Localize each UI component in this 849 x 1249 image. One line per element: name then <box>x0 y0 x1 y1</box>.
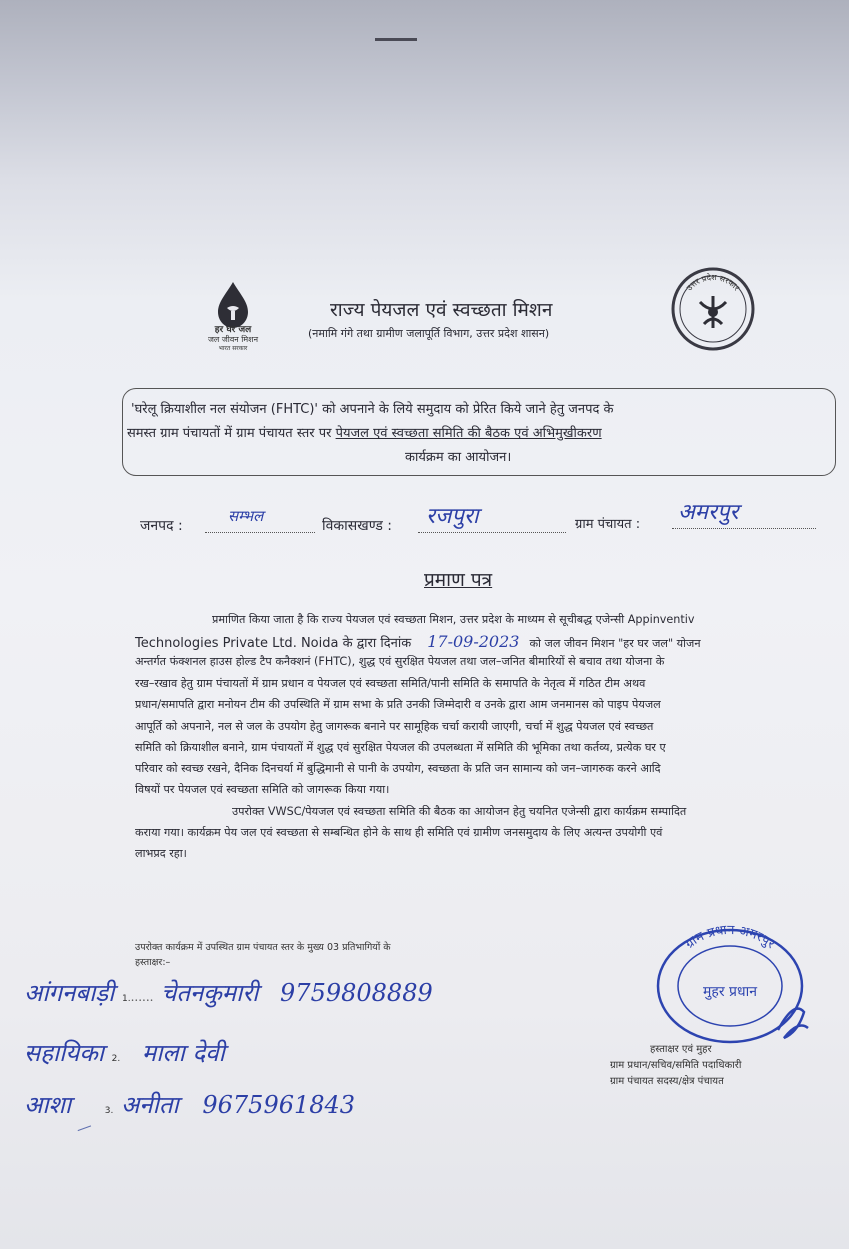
banner-line-1: 'घरेलू क्रियाशील नल संयोजन (FHTC)' को अपनाने के लिये समुदाय को प्रेरित किये जाने हेतु जनपद के <box>131 402 614 417</box>
para-line: परिवार को स्वच्छ रखने, दैनिक दिनचर्या में बुद्धिमानी से पानी के उपयोग, स्वच्छता के प्रति जन सामान्य को जन–जागरुक करने आदि <box>135 762 661 775</box>
signatories-intro-line: हस्ताक्षर:– <box>135 957 171 968</box>
stamp-designation-line: ग्राम प्रधान/सचिव/समिति पदाधिकारी <box>610 1060 742 1071</box>
para-line: विषयों पर पेयजल एवं स्वच्छता समिति को जागरूक किया गया। <box>135 783 390 796</box>
mission-subtitle: (नमामि गंगे तथा ग्रामीण जलापूर्ति विभाग, उत्तर प्रदेश शासन) <box>308 327 550 340</box>
signatories-intro <box>135 940 391 970</box>
district-value: सम्भल <box>228 507 264 525</box>
mission-title: राज्य पेयजल एवं स्वच्छता मिशन <box>330 299 553 321</box>
district-label: जनपद : <box>140 518 183 534</box>
svg-text:ग्राम प्रधान अमरपुर <box>683 923 778 953</box>
logo-caption: हर घर जल जल जीवन मिशन भारत सरकार <box>207 325 259 352</box>
block-dots <box>418 532 566 533</box>
signatory-role: आशा <box>24 1091 72 1119</box>
panchayat-value: अमरपुर <box>678 500 739 525</box>
signatory-phone: 9675961843 <box>202 1091 356 1119</box>
seal-text: उत्तर प्रदेश सरकार <box>684 272 742 293</box>
panchayat-dots <box>672 528 816 529</box>
stamp-designation-line: ग्राम पंचायत सदस्य/क्षेत्र पंचायत <box>610 1076 724 1087</box>
banner-line-3: कार्यक्रम का आयोजन। <box>405 450 512 465</box>
signatory-role: सहायिका <box>24 1039 104 1067</box>
signatory-name: माला देवी <box>141 1039 225 1067</box>
district-dots <box>205 532 315 533</box>
up-government-seal <box>670 266 756 352</box>
para-line: समिति को क्रियाशील बनाने, ग्राम पंचायतों में शुद्ध एवं सुरक्षित पेयजल की उपलब्धता में समिति की भूमिका तथा कर्तव्य, प्रत्येक घर ए <box>135 741 666 754</box>
panchayat-label: ग्राम पंचायत : <box>575 517 641 532</box>
banner-line-2-underlined: पेयजल एवं स्वच्छता समिति की बैठक एवं अभिमुखीकरण <box>335 426 602 441</box>
signatory-phone: 9759808889 <box>280 979 433 1007</box>
para-line: रख–रखाव हेतु ग्राम पंचायतों में ग्राम प्रधान व पेयजल एवं स्वच्छता समिति/पानी समिति के समापति के नेतृत्व में गठित टीम अथव <box>135 677 646 690</box>
signatory-number: 1. <box>121 994 131 1004</box>
certificate-title: प्रमाण पत्र <box>424 569 493 591</box>
stamp-designation <box>610 1042 741 1090</box>
block-label: विकासखण्ड : <box>322 518 393 534</box>
para-line: आपूर्ति को अपनाने, नल से जल के उपयोग हेतु जागरूक बनाने पर सामूहिक चर्चा करायी जाएगी, चर्चा में शुद्ध पेयजल एवं स्वच्छत <box>135 720 654 733</box>
signatory-role: आंगनबाड़ी <box>24 979 115 1007</box>
paper-mark <box>375 38 417 41</box>
signatory-number: 2. <box>111 1054 121 1064</box>
para-line: उपरोक्त VWSC/पेयजल एवं स्वच्छता समिति की बैठक का आयोजन हेतु चयनित एजेन्सी द्वारा कार्यक्रम सम्पादित <box>232 805 687 818</box>
para-line: लाभप्रद रहा। <box>135 847 187 860</box>
stamp-center-text: मुहर प्रधान <box>703 984 757 1000</box>
para-line: अन्तर्गत फंक्शनल हाउस होल्ड टैप कनैक्शनं (FHTC), शुद्ध एवं सुरक्षित पेयजल तथा जल–जनित बीमारियों से बचाव तथा योजना के <box>135 655 665 668</box>
stamp-signature-label: हस्ताक्षर एवं मुहर <box>650 1044 712 1055</box>
banner-line-2-prefix: समस्त ग्राम पंचायतों में ग्राम पंचायत स्तर पर <box>127 426 336 441</box>
signatory-name: अनीता <box>120 1091 179 1119</box>
signatories-intro-line: उपरोक्त कार्यक्रम में उपस्थित ग्राम पंचायत स्तर के मुख्य 03 प्रतिभागियों के <box>135 942 391 953</box>
program-banner <box>122 388 836 476</box>
para-line: प्रमाणित किया जाता है कि राज्य पेयजल एवं स्वच्छता मिशन, उत्तर प्रदेश के माध्यम से सूचीबद्ध एजेन्सी Appinventiv <box>212 613 695 626</box>
para-line: प्रधान/समापति द्वारा मनोयन टीम की उपस्थिति में ग्राम सभा के प्रति उनकी जिम्मेदारी व उनके द्वारा आम जनमानस को पाइप पेयजल <box>135 698 661 711</box>
signatory-number: 3. <box>104 1106 114 1116</box>
signatory-row <box>24 1036 225 1069</box>
signatory-name: चेतनकुमारी <box>161 979 259 1007</box>
program-date: 17-09-2023 <box>427 632 520 651</box>
para-text: Technologies Private Ltd. Noida के द्वारा दिनांक <box>135 636 412 651</box>
banner-line-2 <box>127 423 602 441</box>
gram-pradhan-stamp <box>648 920 812 1044</box>
signatory-row <box>24 1088 355 1121</box>
block-value: रजपुरा <box>426 504 479 529</box>
signatory-row: आंगनबाड़ी 1....... चेतनकुमारी 9759808889 <box>24 979 433 1007</box>
stamp-ring-text: ग्राम प्रधान अमरपुर <box>682 922 778 953</box>
para-text: को जल जीवन मिशन "हर घर जल" योजन <box>529 637 701 650</box>
para-line-with-date <box>135 632 701 651</box>
para-line: कराया गया। कार्यक्रम पेय जल एवं स्वच्छता से सम्बन्धित होने के साथ ही समिति एवं ग्रामीण जनसमुदाय के लिए अत्यन्त उपयोगी एवं <box>135 826 663 839</box>
